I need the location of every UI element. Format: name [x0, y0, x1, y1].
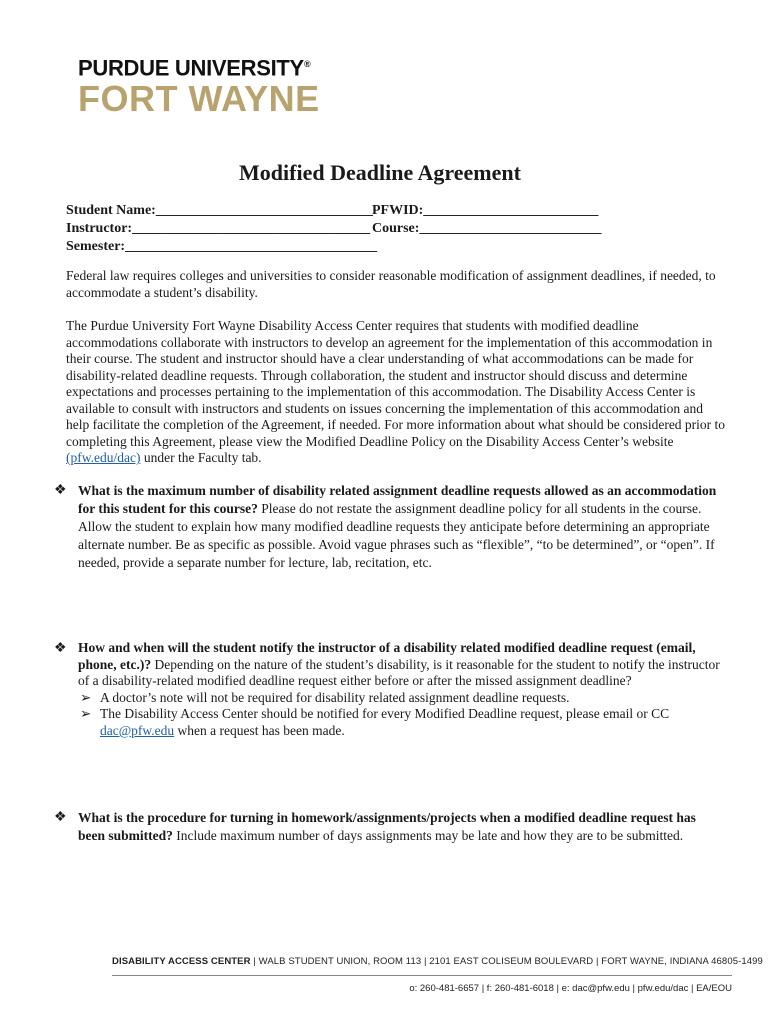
student-name-field[interactable]: Student Name:_______________________________	[66, 203, 373, 218]
sub-bullet-1: ➢ A doctor’s note will not be required for disability related assignment deadline requests.	[80, 689, 570, 705]
logo-line2: FORT WAYNE	[78, 78, 320, 120]
course-field[interactable]: Course:__________________________	[372, 221, 602, 236]
pfwid-field[interactable]: PFWID:_________________________	[372, 203, 599, 218]
arrow-bullet-icon: ➢	[80, 689, 92, 705]
diamond-bullet-icon: ❖	[54, 641, 67, 656]
dac-website-link[interactable]: (pfw.edu/dac)	[66, 450, 141, 465]
arrow-bullet-icon: ➢	[80, 706, 92, 721]
footer-address: DISABILITY ACCESS CENTER | WALB STUDENT UNION, ROOM 113 | 2101 EAST COLISEUM BOULEVARD | FORT WAYNE, INDIANA 46805-1499	[112, 956, 763, 967]
instructor-field[interactable]: Instructor:__________________________________	[66, 221, 371, 236]
footer-contact: o: 260-481-6657 | f: 260-481-6018 | e: dac@pfw.edu | pfw.edu/dac | EA/EOU	[409, 983, 732, 994]
question-3: ❖ What is the procedure for turning in homework/assignments/projects when a modified deadline request has been submitted? Include maximum number of days assignments may be late and how they are to be submitted.	[54, 810, 696, 843]
page-title: Modified Deadline Agreement	[239, 160, 521, 185]
diamond-bullet-icon: ❖	[54, 483, 67, 498]
question-1: ❖ What is the maximum number of disability related assignment deadline requests allowed as an accommodation for this student for this course? Please do not restate the assignment deadline policy for all students in the course. Allow the student to explain how many modified deadline requests they anticipate before determining an appropriate alternate number. Be as specific as possible. Avoid vague phrases such as “flexible”, “to be determined”, or “open”. If needed, provide a separate number for lecture, lab, recitation, etc.	[54, 483, 717, 570]
footer-divider	[112, 975, 732, 976]
logo-line1: PURDUE UNIVERSITY®	[78, 55, 311, 81]
dac-email-link[interactable]: dac@pfw.edu	[100, 722, 175, 738]
pfw-logo	[78, 52, 320, 118]
question-2: ❖ How and when will the student notify the instructor of a disability related modified deadline request (email, phone, etc.)? Depending on the nature of the student’s disability, is it reasonable for the student to notify the instructor of a disability-related modified deadline request either before or after the missed assignment deadline? ➢ A doctor’s note will not be required for disability related assignment deadline requests. ➢ The Disability Access Center should be notified for every Modified Deadline request, please email or CC dac@pfw.edu when a request has been made.	[54, 640, 724, 739]
student-info-form	[66, 202, 601, 256]
sub-bullet-2: ➢ The Disability Access Center should be notified for every Modified Deadline request, please email or CC dac@pfw.edu when a request has been made.	[80, 706, 670, 738]
intro-paragraph: Federal law requires colleges and universities to consider reasonable modification of assignment deadlines, if needed, to accommodate a student’s disability.	[66, 268, 716, 300]
diamond-bullet-icon: ❖	[54, 810, 67, 825]
semester-field[interactable]: Semester:____________________________________	[66, 239, 378, 254]
policy-paragraph: The Purdue University Fort Wayne Disability Access Center requires that students with modified deadline accommodations collaborate with instructors to develop an agreement for the implementation of this accommodation in their course. The student and instructor should have a clear understanding of what accommodations can be made for disability-related deadline requests. Through collaboration, the student and instructor should discuss and determine expectations and processes pertaining to the implementation of this accommodation. The Disability Access Center is available to consult with instructors and students on issues concerning the implementation of this accommodation and help facilitate the completion of the Agreement, if needed. For more information about what should be considered prior to completing this Agreement, please view the Modified Deadline Policy on the Disability Access Center’s website (pfw.edu/dac) under the Faculty tab.	[66, 318, 726, 465]
